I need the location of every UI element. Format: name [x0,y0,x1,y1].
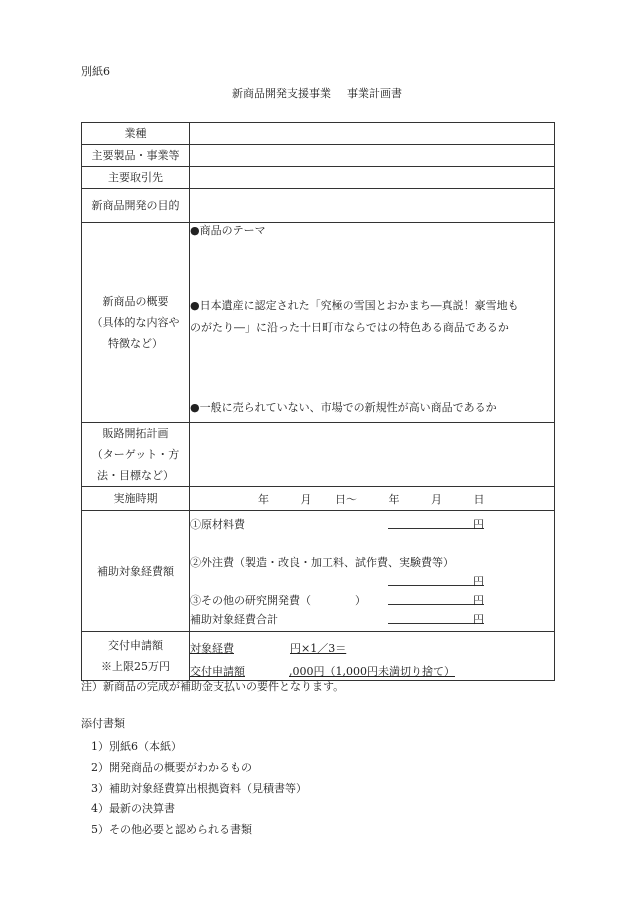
expense-total: 補助対象経費合計 [190,613,278,626]
industry-field[interactable] [190,123,555,145]
period-start-month: 月 [300,492,312,506]
sales-plan-label-line-1: 販路開拓計画 [102,427,169,440]
row-overview [82,223,555,423]
row-sales-plan [82,423,555,487]
expense-materials-yen: 円 [473,518,484,531]
period-label: 実施時期 [82,487,190,511]
title-sub: 事業計画書 [347,87,402,100]
grant-label-line: 交付申請額 [108,639,163,652]
period-start-day: 日～ [335,492,357,506]
sales-plan-field[interactable] [190,423,555,487]
row-industry [82,123,555,145]
title-main: 新商品開発支援事業 [232,87,331,100]
period-end-day: 日 [473,492,485,506]
note: 注）新商品の完成が補助金支払いの要件となります。 [81,680,345,693]
attachment-item: 1）別紙6（本紙） [91,740,182,753]
expense-outsourcing: ②外注費（製造・改良・加工料、試作費、実験費等） [190,556,454,569]
expense-other-line[interactable] [388,591,484,605]
grant-field[interactable] [190,632,555,681]
grant-calc-prefix: 対象経費 [190,642,234,655]
expense-label: 補助対象経費額 [82,511,190,632]
attachment-item: 3）補助対象経費算出根拠資料（見積書等） [91,782,307,795]
row-main-clients [82,167,555,189]
expense-total-yen: 円 [473,613,484,626]
main-products-field[interactable] [190,145,555,167]
row-expenses [82,511,555,632]
sales-plan-label [82,423,190,487]
overview-label [82,223,190,423]
period-end-month: 月 [431,492,442,506]
overview-theme: ●商品のテーマ [190,224,266,237]
main-clients-field[interactable] [190,167,555,189]
sales-plan-label-line-2: （ターゲット・方 [91,448,180,461]
main-products-label: 主要製品・事業等 [82,145,190,167]
grant-amount [190,663,455,679]
sales-plan-label-line-3: 法・目標など） [97,469,174,482]
overview-label-line-2: （具体的な内容や [91,316,180,329]
expense-outsourcing-yen: 円 [473,575,484,588]
row-main-products [82,145,555,167]
purpose-label: 新商品開発の目的 [82,189,190,223]
industry-label: 業種 [82,123,190,145]
sheet-label: 別紙6 [81,65,110,78]
grant-amount-prefix: 交付申請額 [190,665,245,678]
attachment-item: 5）その他必要と認められる書類 [91,823,252,836]
period-start-year: 年 [258,492,269,506]
business-plan-table [81,122,555,681]
expense-materials: ①原材料費 [190,518,245,531]
expense-field[interactable] [190,511,555,632]
overview-field[interactable] [190,223,555,423]
expense-materials-line[interactable] [388,515,484,529]
main-clients-label: 主要取引先 [82,167,190,189]
expense-total-line[interactable] [388,610,484,624]
row-purpose [82,189,555,223]
grant-calc-suffix: 円×1／3＝ [290,642,347,655]
expense-other-yen: 円 [473,594,484,607]
attachment-item: 2）開発商品の概要がわかるもの [91,761,252,774]
document-title [0,88,630,99]
row-period [82,487,555,511]
attachments-title: 添付書類 [81,717,125,730]
overview-label-line-3: 特徴など） [108,337,163,350]
grant-calc [190,640,346,656]
overview-label-line-1: 新商品の概要 [102,295,169,308]
grant-amount-suffix: ,000円（1,000円未満切り捨て） [289,665,455,678]
overview-novelty: ●一般に売られていない、市場での新規性が高い商品であるか [190,401,497,414]
period-end-year: 年 [388,492,400,506]
period-field[interactable] [190,487,555,511]
overview-heritage-line-1: ●日本遺産に認定された「究極の雪国とおかまち―真説！豪雪地も [190,299,519,312]
expense-outsourcing-line[interactable] [388,572,484,586]
grant-label [82,632,190,681]
overview-heritage-line-2: のがたり―」に沿った十日町市ならではの特色ある商品であるか [190,321,509,334]
expense-other: ③その他の研究開発費（ ） [190,594,366,607]
purpose-field[interactable] [190,189,555,223]
attachment-item: 4）最新の決算書 [91,802,175,815]
grant-limit: ※上限25万円 [101,660,170,673]
row-grant [82,632,555,681]
